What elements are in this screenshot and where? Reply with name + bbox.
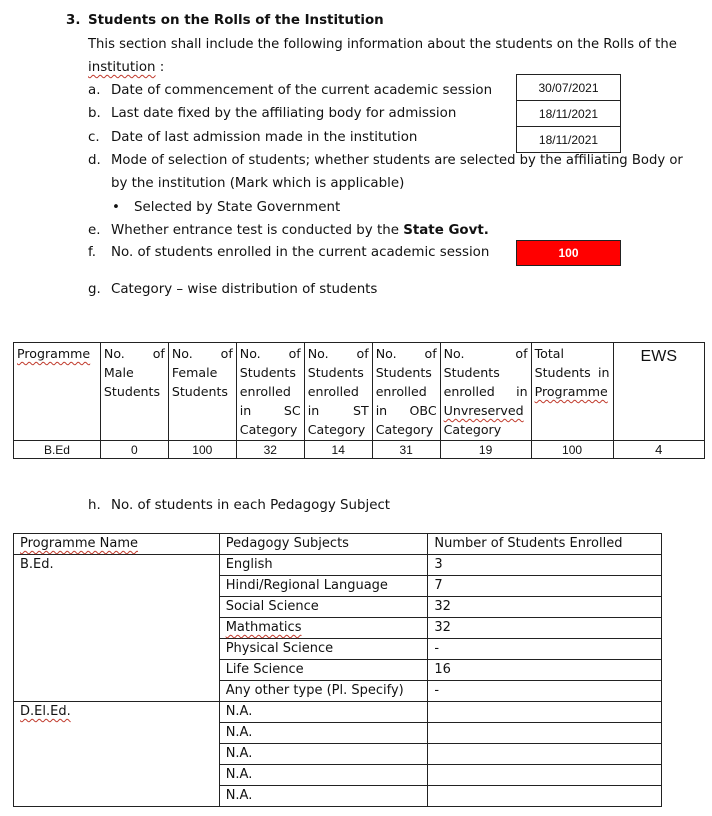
subject-cell: Physical Science <box>219 639 428 660</box>
subject-cell: N.A. <box>219 702 428 723</box>
section-title: Students on the Rolls of the Institution <box>88 13 384 28</box>
header-pedagogy-subjects: Pedagogy Subjects <box>219 534 428 555</box>
subject-cell: English <box>219 555 428 576</box>
header-programme-name: Programme Name <box>14 534 220 555</box>
intro-tail: : <box>155 60 165 75</box>
count-cell: 32 <box>428 597 662 618</box>
last-admission-date-value: 18/11/2021 <box>516 126 621 153</box>
distribution-data-row <box>14 441 705 459</box>
header-female: No. of Female Students <box>168 343 236 441</box>
admission-last-date-value: 18/11/2021 <box>516 100 621 127</box>
subject-cell: Mathmatics <box>219 618 428 639</box>
count-cell <box>428 723 662 744</box>
item-a-label: Date of commencement of the current academic session <box>111 83 493 98</box>
pedagogy-table <box>13 533 662 807</box>
item-h-label: No. of students in each Pedagogy Subject <box>111 498 391 513</box>
pedagogy-header-row <box>14 534 662 555</box>
header-ews: EWS <box>613 343 704 441</box>
count-cell <box>428 786 662 807</box>
item-d-line2: by the institution (Mark which is applicable) <box>111 176 405 191</box>
programme-deled: D.El.Ed. <box>14 702 220 807</box>
subject-cell: N.A. <box>219 744 428 765</box>
table-row <box>14 702 662 723</box>
subject-cell: Life Science <box>219 660 428 681</box>
item-a-marker: a. <box>88 83 101 98</box>
cell-male: 0 <box>100 441 168 459</box>
subject-cell: N.A. <box>219 723 428 744</box>
count-cell <box>428 744 662 765</box>
commencement-date-value: 30/07/2021 <box>516 74 621 101</box>
count-cell: 7 <box>428 576 662 597</box>
subject-cell: Hindi/Regional Language <box>219 576 428 597</box>
intro-word: institution <box>88 60 156 75</box>
header-obc: No. of Students enrolled in OBC Category <box>372 343 440 441</box>
bullet-icon: • <box>112 200 120 215</box>
item-g-label: Category – wise distribution of students <box>111 282 378 297</box>
section-intro: This section shall include the following information about the students on the Rolls of the <box>88 37 677 52</box>
cell-sc: 32 <box>236 441 304 459</box>
count-cell: - <box>428 639 662 660</box>
item-b-marker: b. <box>88 106 101 121</box>
item-g-marker: g. <box>88 282 101 297</box>
section-intro-continued <box>88 60 164 75</box>
item-c-label: Date of last admission made in the institution <box>111 130 418 145</box>
subject-cell: Any other type (Pl. Specify) <box>219 681 428 702</box>
header-students-enrolled: Number of Students Enrolled <box>428 534 662 555</box>
item-f-label: No. of students enrolled in the current academic session <box>111 245 490 260</box>
cell-female: 100 <box>168 441 236 459</box>
cell-ews: 4 <box>613 441 704 459</box>
cell-unreserved: 19 <box>440 441 531 459</box>
item-b-label: Last date fixed by the affiliating body for admission <box>111 106 457 121</box>
item-d-line1: Mode of selection of students; whether students are selected by the affiliating Body or <box>111 153 683 168</box>
item-h-marker: h. <box>88 498 101 513</box>
header-sc: No. of Students enrolled in SC Category <box>236 343 304 441</box>
item-e-text <box>111 223 489 238</box>
header-unreserved: No. of Students enrolled in Unvreserved Category <box>440 343 531 441</box>
category-distribution-table <box>13 342 705 459</box>
selection-mode-value: Selected by State Government <box>134 200 341 215</box>
table-row <box>14 555 662 576</box>
item-e-label: Whether entrance test is conducted by the <box>111 223 404 238</box>
enrolled-count-value: 100 <box>516 240 621 266</box>
item-c-marker: c. <box>88 130 100 145</box>
distribution-header-row <box>14 343 705 441</box>
count-cell: - <box>428 681 662 702</box>
header-male: No. of Male Students <box>100 343 168 441</box>
item-f-marker: f. <box>88 245 96 260</box>
header-st: No. of Students enrolled in ST Category <box>304 343 372 441</box>
count-cell: 3 <box>428 555 662 576</box>
subject-cell: N.A. <box>219 765 428 786</box>
cell-programme: B.Ed <box>14 441 101 459</box>
item-d-marker: d. <box>88 153 101 168</box>
cell-st: 14 <box>304 441 372 459</box>
subject-cell: N.A. <box>219 786 428 807</box>
count-cell: 16 <box>428 660 662 681</box>
header-total: Total Students in Programme <box>531 343 613 441</box>
item-e-marker: e. <box>88 223 101 238</box>
count-cell <box>428 702 662 723</box>
cell-total: 100 <box>531 441 613 459</box>
count-cell: 32 <box>428 618 662 639</box>
count-cell <box>428 765 662 786</box>
programme-bed: B.Ed. <box>14 555 220 702</box>
section-number: 3. <box>66 13 81 28</box>
header-programme: Programme <box>14 343 101 441</box>
subject-cell: Social Science <box>219 597 428 618</box>
cell-obc: 31 <box>372 441 440 459</box>
item-e-bold: State Govt. <box>403 223 489 238</box>
